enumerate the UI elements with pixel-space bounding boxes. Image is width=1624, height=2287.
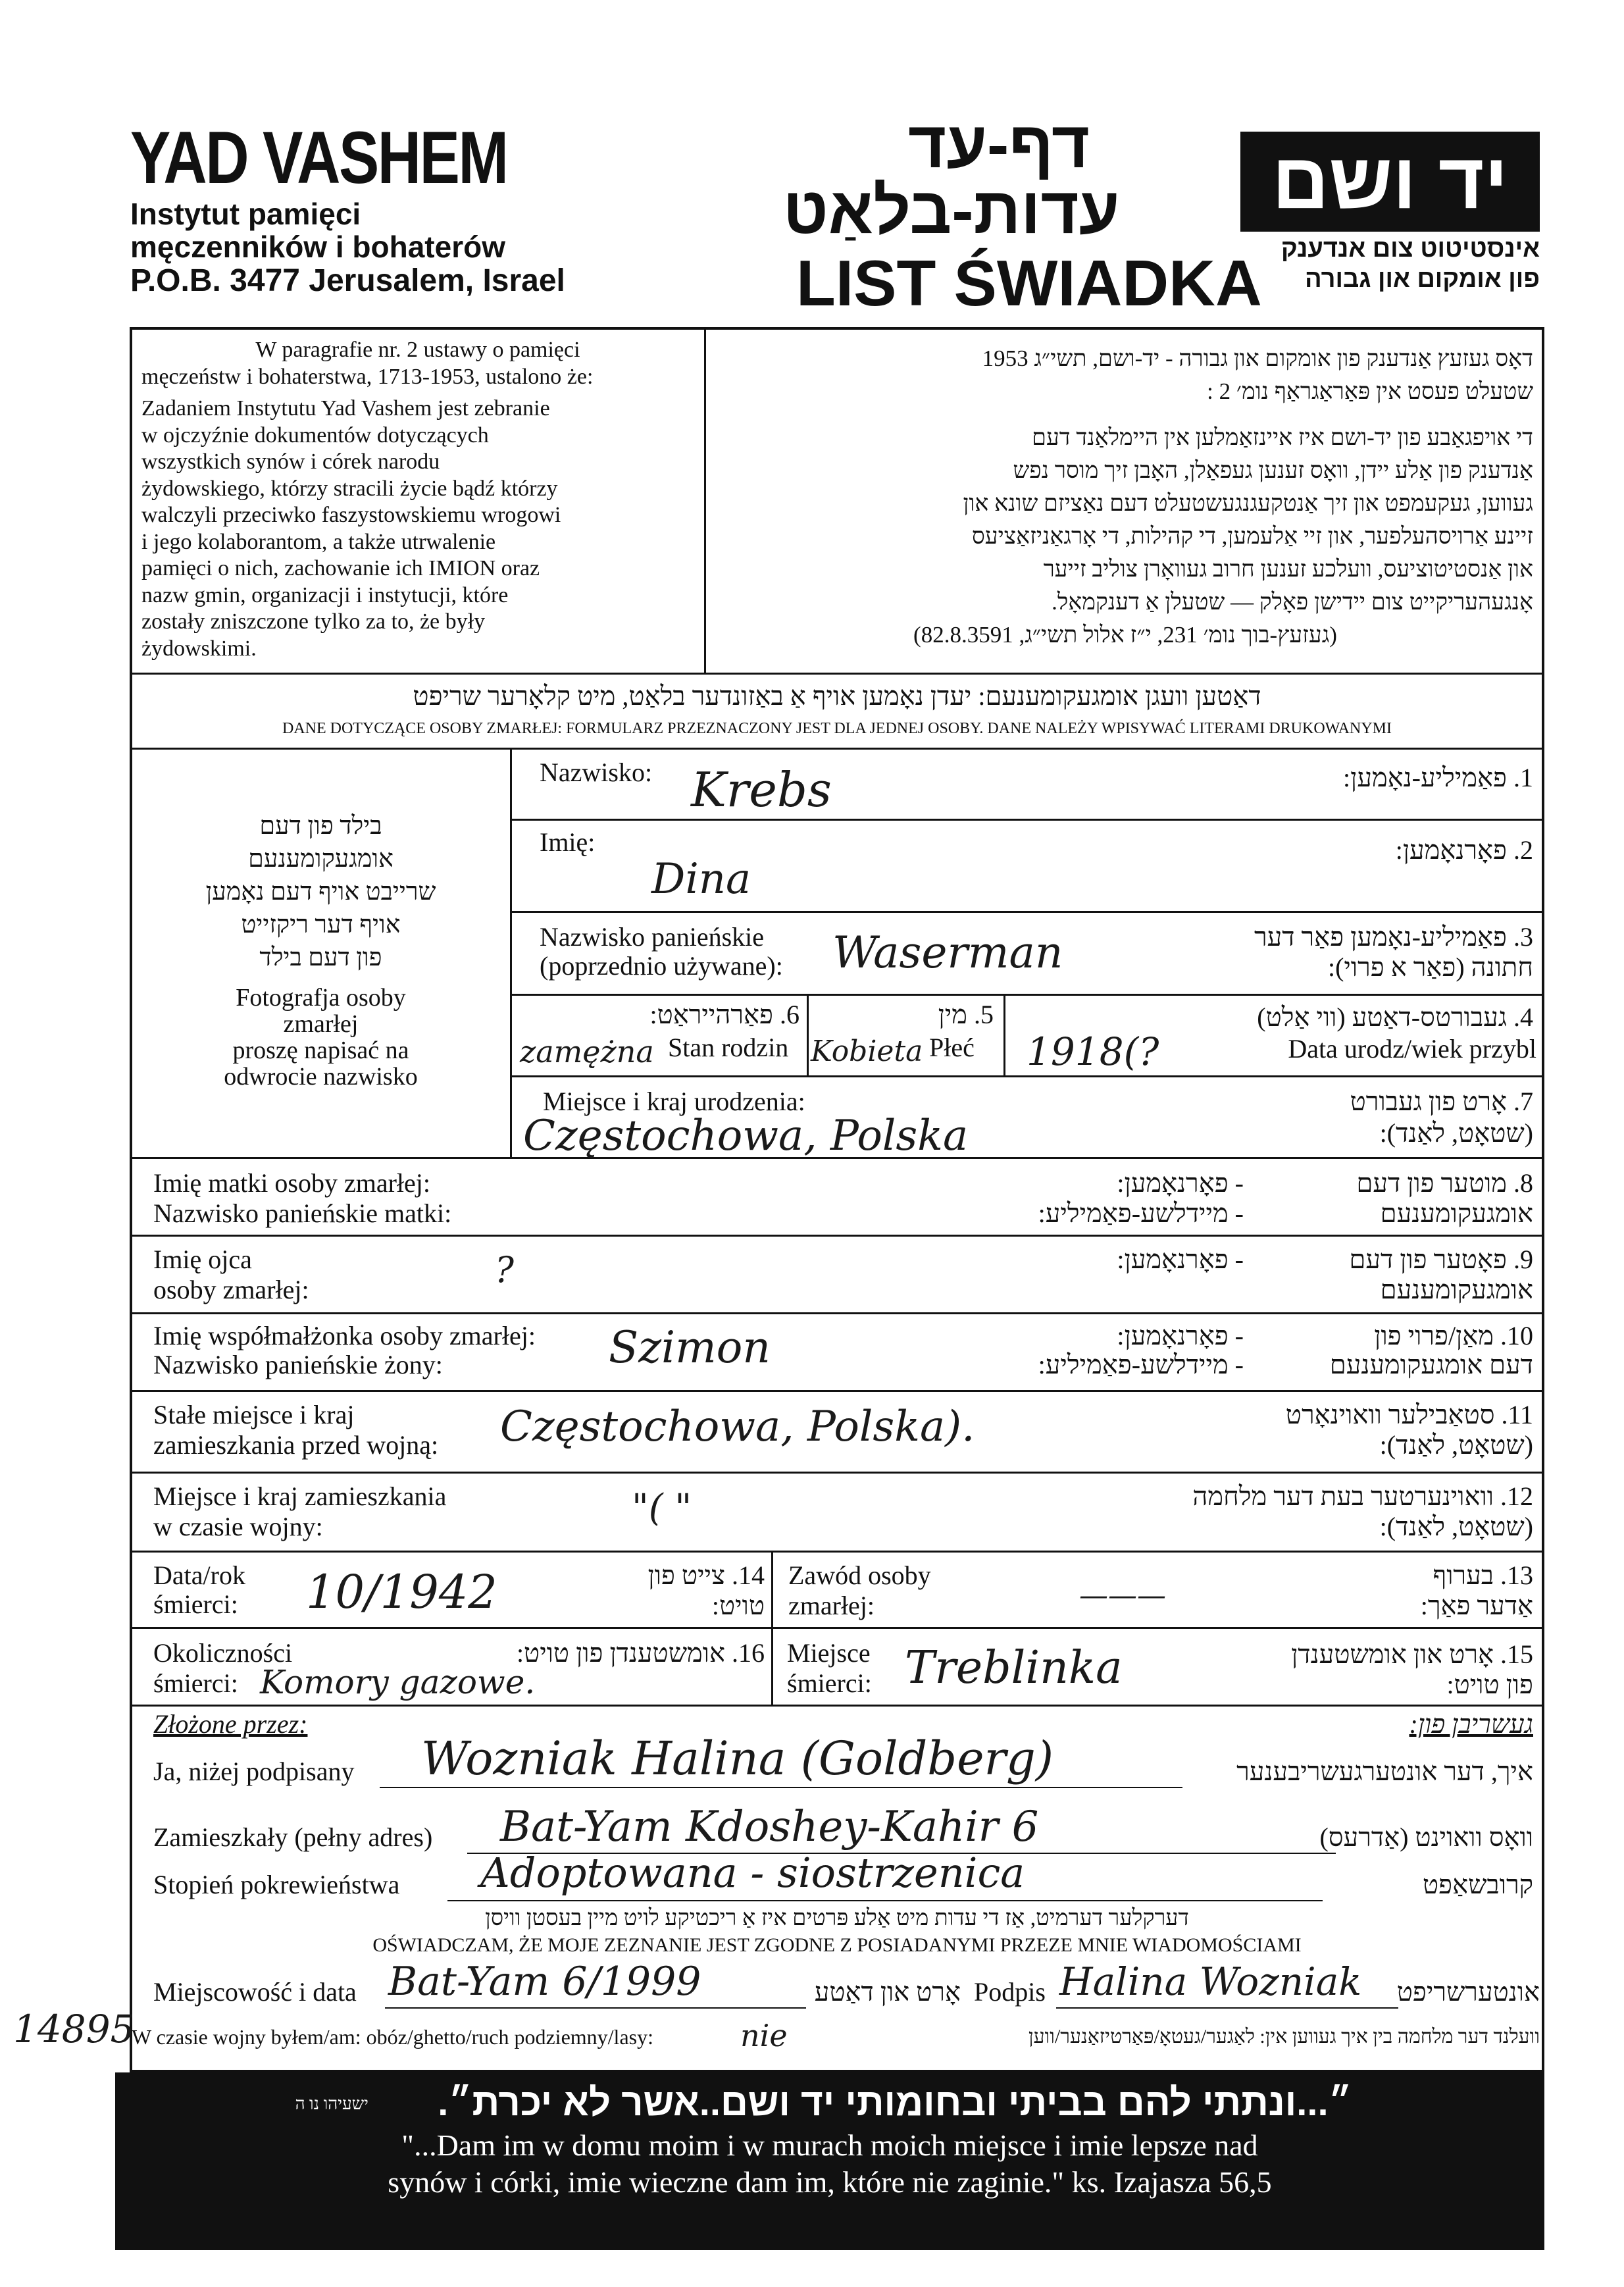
photo-yi-line: אויף דער ריקזייט [241, 911, 401, 938]
row-line [130, 1390, 1544, 1392]
photo-placeholder [141, 809, 500, 1090]
residence-value[interactable]: Częstochowa, Polska). [500, 1402, 975, 1451]
occupation-label-yi: 13. בערוף [1433, 1560, 1533, 1590]
occupation-label-2: zmarłej: [788, 1591, 875, 1620]
footer-hebrew-ref: ישעיהו נו ה [295, 2094, 368, 2113]
birthplace-value[interactable]: Częstochowa, Polska [523, 1112, 969, 1160]
spouse-maiden-label: Nazwisko panieńskie żony: [153, 1350, 443, 1379]
intro-yi-line: די אויפגאַבע פון יד-ושם איז איינזאַמלען אין היימלאַנד דעם [1032, 424, 1533, 450]
war-residence-label-yi-2: (שטאָט, לאַנד): [1379, 1512, 1533, 1541]
mother-first-label-yi: - פאָרנאָמען: [1117, 1168, 1244, 1198]
mother-maiden-label-yi: - מיידלשע-פאַמיליע: [1038, 1198, 1244, 1228]
father-name-label-2: osoby zmarłej: [153, 1275, 309, 1304]
org-address: P.O.B. 3477 Jerusalem, Israel [130, 263, 565, 298]
signature-line [1056, 2007, 1398, 2009]
relation-value[interactable]: Adoptowana - siostrzenica [480, 1849, 1025, 1897]
marital-status-label: Stan rodzin [668, 1033, 789, 1062]
residence-label: Stałe miejsce i kraj [153, 1400, 355, 1429]
spouse-label-yi-2: דעם אומגעקומענעם [1329, 1350, 1533, 1379]
maiden-name-label-yi: 3. פאַמיליע-נאָמען פאַר דער [1254, 922, 1533, 952]
address-value[interactable]: Bat-Yam Kdoshey-Kahir 6 [500, 1803, 1039, 1851]
maiden-name-value[interactable]: Waserman [832, 927, 1063, 978]
photo-yi-line: בילד פון דעם [259, 812, 382, 840]
death-circumstances-label-yi: 16. אומשטענדן פון טויט: [516, 1638, 765, 1668]
death-date-value[interactable]: 10/1942 [306, 1565, 497, 1619]
footer-polish-2: synów i córki, imie wieczne dam im, które nie zaginie." ks. Izajasza 56,5 [388, 2165, 1272, 2199]
photo-pl-line: proszę napisać na [232, 1037, 409, 1064]
submitted-by-label: Złożone przez: [153, 1709, 308, 1739]
row-line [130, 1312, 1544, 1314]
photo-yi-line: אומגעקומענעם [248, 845, 393, 873]
photo-pl-line: Fotografja osoby [236, 984, 406, 1012]
birth-date-value[interactable]: 1918(? [1027, 1029, 1159, 1074]
photo-pl-line: zmarłej [283, 1010, 359, 1038]
death-place-value[interactable]: Treblinka [905, 1642, 1123, 1694]
surname-label: Nazwisko: [540, 758, 653, 787]
place-date-label-yi: אָרט און דאַטע [814, 1977, 961, 2007]
row-line [510, 994, 1544, 996]
title-yiddish-2: עדות-בלאַט [783, 174, 1120, 247]
war-residence-value[interactable]: "( " [632, 1487, 692, 1529]
row-line [510, 1075, 1544, 1077]
row-line [130, 1627, 1544, 1629]
intro-pl-line: W paragrafie nr. 2 ustawy o pamięci [255, 338, 580, 362]
first-name-label-yi: 2. פאָרנאָמען: [1395, 835, 1533, 865]
sex-label: Płeć [929, 1033, 975, 1062]
sex-value[interactable]: Kobieta [811, 1035, 923, 1068]
war-residence-label: Miejsce i kraj zamieszkania [153, 1481, 447, 1511]
intro-yi-line: (געזעץ-בוך נומ׳ 231, י״ז אלול תשי״ג, 82.8.3591) [913, 622, 1337, 648]
death-date-label-yi: 14. צייט פון [647, 1560, 765, 1590]
maiden-name-label: Nazwisko panieńskie [540, 922, 765, 952]
row-line [130, 1235, 1544, 1237]
photo-divider [510, 748, 512, 1157]
wartime-label: W czasie wojny byłem/am: obóz/ghetto/ruch podziemny/lasy: [132, 2025, 653, 2049]
birthplace-label-yi: 7. אָרט פון געבורט [1350, 1087, 1533, 1116]
signer-line [380, 1787, 1182, 1788]
spouse-name-value[interactable]: Szimon [609, 1322, 771, 1373]
occupation-label-yi-2: אַדער פאַך: [1420, 1591, 1533, 1620]
mother-label-yi: 8. מוטער פון דעם [1356, 1168, 1533, 1198]
logo-sub1: אינסטיטוט צום אנדענק [1281, 235, 1540, 263]
relation-label-yi: קרובשאַפט [1422, 1870, 1533, 1899]
submitted-by-label-yi: געשריבן פון: [1409, 1709, 1533, 1739]
mother-maiden-label: Nazwisko panieńskie matki: [153, 1198, 452, 1228]
residence-label-yi-2: (שטאָט, לאַנד): [1379, 1430, 1533, 1460]
row-line [510, 819, 1544, 821]
death-place-label: Miejsce [787, 1638, 871, 1668]
father-label-yi-2: אומגעקומענעם [1380, 1275, 1533, 1304]
intro-pl-line: zostały zniszczone tylko za to, że były [141, 609, 486, 634]
intro-yi-line: און אַנסטיטוציעס, וועלכע זענען חרוב געוואָרן צוליב זייער [1043, 556, 1533, 582]
logo-text: יד ושם [1272, 137, 1508, 225]
mother-name-label: Imię matki osoby zmarłej: [153, 1168, 430, 1198]
spouse-name-label: Imię współmałżonka osoby zmarłej: [153, 1321, 536, 1350]
signer-label: Ja, niżej podpisany [153, 1757, 355, 1786]
death-circumstances-label-2: śmierci: [153, 1668, 238, 1698]
birth-date-label-yi: 4. געבורטס-דאַטע (ווי אַלט) [1257, 1002, 1533, 1032]
first-name-label: Imię: [540, 827, 596, 857]
intro-pl-line: Zadaniem Instytutu Yad Vashem jest zebranie [141, 396, 550, 421]
intro-pl-line: pamięci o nich, zachowanie ich IMION oraz [141, 556, 540, 580]
instruction-polish: DANE DOTYCZĄCE OSOBY ZMARŁEJ: FORMULARZ PRZEZNACZONY JEST DLA JEDNEJ OSOBY. DANE NALEŻY WPISYWAĆ LITERAMI DRUKOWANYMI [282, 720, 1392, 737]
death-place-label-yi: 15. אָרט און אומשטענדן [1291, 1639, 1533, 1669]
footer-hebrew: ״...ונתתי להם בביתי ובחומותי יד ושם..אשר לא יכרת״. [438, 2081, 1352, 2124]
photo-yi-line: שרייבט אויף דעם נאָמען [205, 878, 436, 906]
intro-pl-line: żydowskimi. [141, 636, 257, 661]
intro-pl-line: męczeństw i bohaterstwa, 1713-1953, ustalono że: [141, 364, 594, 389]
row4-divider [1003, 994, 1005, 1075]
place-date-line [385, 2007, 806, 2009]
photo-yi-line: פון דעם בילד [259, 944, 382, 971]
surname-label-yi: 1. פאַמיליע-נאָמען: [1343, 763, 1533, 792]
declaration-pl: OŚWIADCZAM, ŻE MOJE ZEZNANIE JEST ZGODNE Z POSIADANYMI PRZEZE MNIE WIADOMOŚCIAMI [372, 1934, 1302, 1956]
wartime-label-yi: וועלנד דער מלחמה בין איך געווען אין: לאַגער/געטאָ/פּאַרטיזאַנער/ווען [1028, 2026, 1540, 2047]
declaration-yi: דערקלער דערמיט, אַז די עדות מיט אַלע פּרטים איז אַ ריכטיקע לויט מיין בעסטן וויסן [485, 1906, 1189, 1930]
residence-label-2: zamieszkania przed wojną: [153, 1430, 439, 1460]
signature-value[interactable]: Halina Wozniak [1059, 1959, 1362, 2004]
row-line [130, 1551, 1544, 1553]
war-residence-label-yi: 12. וואוינערטער בעת דער מלחמה [1192, 1481, 1533, 1511]
intro-yi-line: אָנגעהעריקייט צום יידישן פאָלק — שטעלן אַ דענקמאָל. [1052, 589, 1533, 615]
father-name-label: Imię ojca [153, 1245, 252, 1274]
death-date-label: Data/rok [153, 1560, 245, 1590]
org-sub1: Instytut pamięci [130, 197, 361, 231]
birth-date-label: Data urodz/wiek przybl [1288, 1034, 1536, 1064]
intro-pl-line: walczyli przeciwko faszystowskiemu wrogowi [141, 503, 561, 527]
spouse-maiden-label-yi: - מיידלשע-פאַמיליע: [1038, 1350, 1244, 1379]
row-line [130, 1705, 1544, 1707]
signature-label-yi: אונטערשריפט [1396, 1977, 1540, 2007]
signer-label-yi: איך, דער אונטערגעשריבענער [1236, 1757, 1533, 1786]
intro-yiddish [717, 342, 1533, 652]
org-sub2: męczenników i bohaterów [130, 230, 505, 264]
occupation-value[interactable]: ——— [1079, 1579, 1166, 1612]
row-line [130, 1472, 1544, 1474]
birthplace-label: Miejsce i kraj urodzenia: [543, 1087, 805, 1116]
death-circumstances-label: Okoliczności [153, 1638, 293, 1668]
intro-yi-line: שטעלט פעסט אין פּאַראַגראַף נומ׳ 2 : [1207, 378, 1533, 404]
death-place-label-2: śmierci: [787, 1668, 872, 1698]
place-date-label: Miejscowość i data [153, 1977, 357, 2007]
intro-pl-line: nazw gmin, organizacji i instytucji, które [141, 582, 509, 607]
birthplace-label-yi-2: (שטאָט, לאַנד): [1379, 1118, 1533, 1148]
place-date-value[interactable]: Bat-Yam 6/1999 [388, 1959, 701, 2005]
org-name: YAD VASHEM [130, 116, 507, 199]
signer-value[interactable]: Wozniak Halina (Goldberg) [421, 1732, 1054, 1786]
instruction-yiddish: דאַטען וועגן אומגעקומענעם: יעדן נאָמען אויף אַ באַזונדער בלאַט, מיט קלאָרער שריפט [413, 681, 1261, 711]
death-date-label-yi-2: טויט: [711, 1591, 765, 1620]
relation-line [447, 1900, 1323, 1901]
relation-label: Stopień pokrewieństwa [153, 1870, 400, 1899]
spouse-label-yi: 10. מאַן/פרוי פון [1374, 1321, 1533, 1350]
photo-pl-line: odwrocie nazwisko [224, 1063, 418, 1091]
intro-bottom-line [130, 673, 1544, 675]
title-polish: LIST ŚWIADKA [796, 247, 1262, 319]
instruction-bottom-line [130, 748, 1544, 750]
wartime-value[interactable]: nie [740, 2018, 788, 2053]
father-first-label-yi: - פאָרנאָמען: [1117, 1245, 1244, 1274]
intro-pl-line: w ojczyźnie dokumentów dotyczących [141, 423, 489, 448]
logo-sub2: פון אומקום און גבורה [1305, 265, 1540, 293]
intro-pl-line: i jego kolaborantom, a także utrwalenie [141, 529, 496, 554]
father-label-yi: 9. פאָטער פון דעם [1349, 1245, 1533, 1274]
residence-label-yi: 11. סטאַבילער וואוינאָרט [1285, 1400, 1533, 1429]
spouse-first-label-yi: - פאָרנאָמען: [1117, 1321, 1244, 1350]
death-circumstances-value[interactable]: Komory gazowe. [260, 1663, 536, 1701]
footer-polish-1: "...Dam im w domu moim i w murach moich miejsce i imie lepsze nad [401, 2128, 1258, 2162]
title-yiddish-1: דף-עד [908, 108, 1090, 182]
sex-label-yi: 5. מין [938, 1000, 994, 1029]
intro-yi-line: געווען, געקעמפט און זיך אַנטקעגנגעשטעלט דעם נאַציזם שונא און [963, 490, 1533, 516]
intro-yi-line: אַנדענק פון אַלע יידן, וואָס זענען געפאַלן, האָבן זיך מוסר נפש [1013, 457, 1533, 483]
address-label: Zamieszkały (pełny adres) [153, 1822, 433, 1852]
intro-pl-line: żydowskiego, którzy stracili życie bądź którzy [141, 476, 558, 501]
maiden-name-label-yi-2: חתונה (פאַר א פרוי): [1327, 952, 1533, 982]
intro-polish [141, 337, 694, 662]
intro-divider [704, 327, 706, 673]
death-place-label-yi-2: פון טויט: [1446, 1670, 1533, 1699]
marital-status-value[interactable]: zamężna [520, 1034, 654, 1069]
surname-value[interactable]: Krebs [691, 762, 832, 817]
maiden-name-label-2: (poprzednio używane): [540, 951, 783, 981]
war-residence-label-2: w czasie wojny: [153, 1512, 323, 1541]
father-name-value[interactable]: ? [495, 1249, 514, 1291]
intro-yi-line: דאָס געזעץ אַנדענק פון אומקום און גבורה - יד-ושם, תשי״ג 1953 [982, 346, 1533, 371]
marital-status-label-yi: 6. פאַרהייראַט: [649, 1000, 799, 1029]
death-date-label-2: śmierci: [153, 1589, 238, 1619]
address-label-yi: וואָס וואוינט (אַדרעס) [1319, 1822, 1533, 1852]
signature-label: Podpis [974, 1977, 1046, 2007]
row4-divider [807, 994, 809, 1075]
row-line [510, 911, 1544, 913]
margin-note: 14895 [13, 2007, 135, 2051]
intro-yi-line: זיינע אַרויסהעלפער, און זיי אַלעמען, די קהילות, די אָרגאַניזאַציעס [971, 523, 1533, 549]
intro-pl-line: wszystkich synów i córek narodu [141, 450, 440, 474]
occupation-label: Zawód osoby [788, 1560, 931, 1590]
mother-label-yi-2: אומגעקומענעם [1380, 1198, 1533, 1228]
first-name-value[interactable]: Dina [651, 855, 751, 904]
